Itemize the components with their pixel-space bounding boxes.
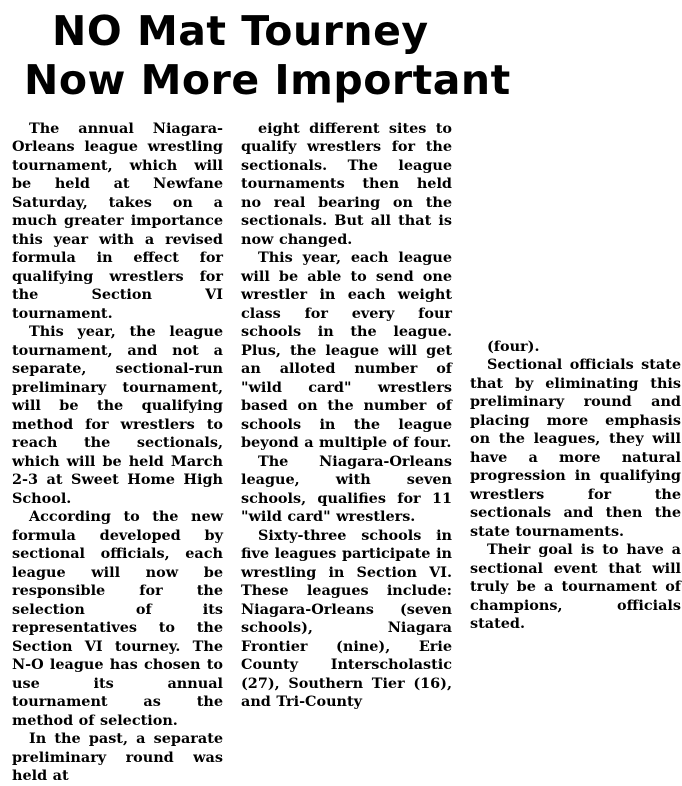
headline <box>0 0 682 108</box>
paragraph: In the past, a separate preliminary round was held at <box>12 730 223 785</box>
article-column-2 <box>241 120 452 786</box>
headline-line-1: NO Mat Tourney <box>52 7 429 55</box>
paragraph: (four). <box>487 337 540 355</box>
article-columns <box>0 120 682 786</box>
paragraph: eight different sites to qualify wrestlers for the sectionals. The league tournaments then held no real bearing on the sectionals. But all that is now changed. <box>241 119 452 248</box>
paragraph: Sixty-three schools in five leagues participate in wrestling in Section VI. These leagues include: Niagara-Orleans (seven schools), Niagara Frontier (nine), Erie County Interscholastic (27), Southern Tier (16), and Tri-County <box>241 526 452 711</box>
paragraph: Their goal is to have a sectional event that will truly be a tournament of champions, officials stated. <box>470 541 681 633</box>
article-column-1 <box>12 120 223 786</box>
paragraph: According to the new formula developed by sectional officials, each league will now be responsible for the selection of its representatives to the Section VI tourney. The N-O league has chosen to use its annual tournament as the method of selection. <box>12 508 223 729</box>
article-column-3 <box>470 120 681 786</box>
paragraph: The annual Niagara-Orleans league wrestling tournament, which will be held at Newfane Saturday, takes on a much greater importance this year with a revised formula in effect for qualifying wrestlers for the Section VI tournament. <box>12 119 223 322</box>
headline-line-2: Now More Important <box>24 55 511 104</box>
paragraph: This year, the league tournament, and not a separate, sectional-run preliminary tournament, will be the qualifying method for wrestlers to reach the sectionals, which will be held March 2-3 at Sweet Home High School. <box>12 323 223 507</box>
paragraph: This year, each league will be able to send one wrestler in each weight class for every four schools in the league. Plus, the league will get an alloted number of "wild card" wrestlers based on the number of schools in the league beyond a multiple of four. <box>241 249 452 452</box>
paragraph: Sectional officials state that by eliminating this preliminary round and placing more emphasis on the leagues, they will have a more natural progression in qualifying wrestlers for the sectionals and then the state tournaments. <box>470 356 681 540</box>
paragraph: The Niagara-Orleans league, with seven schools, qualifies for 11 "wild card" wrestlers. <box>241 452 452 526</box>
